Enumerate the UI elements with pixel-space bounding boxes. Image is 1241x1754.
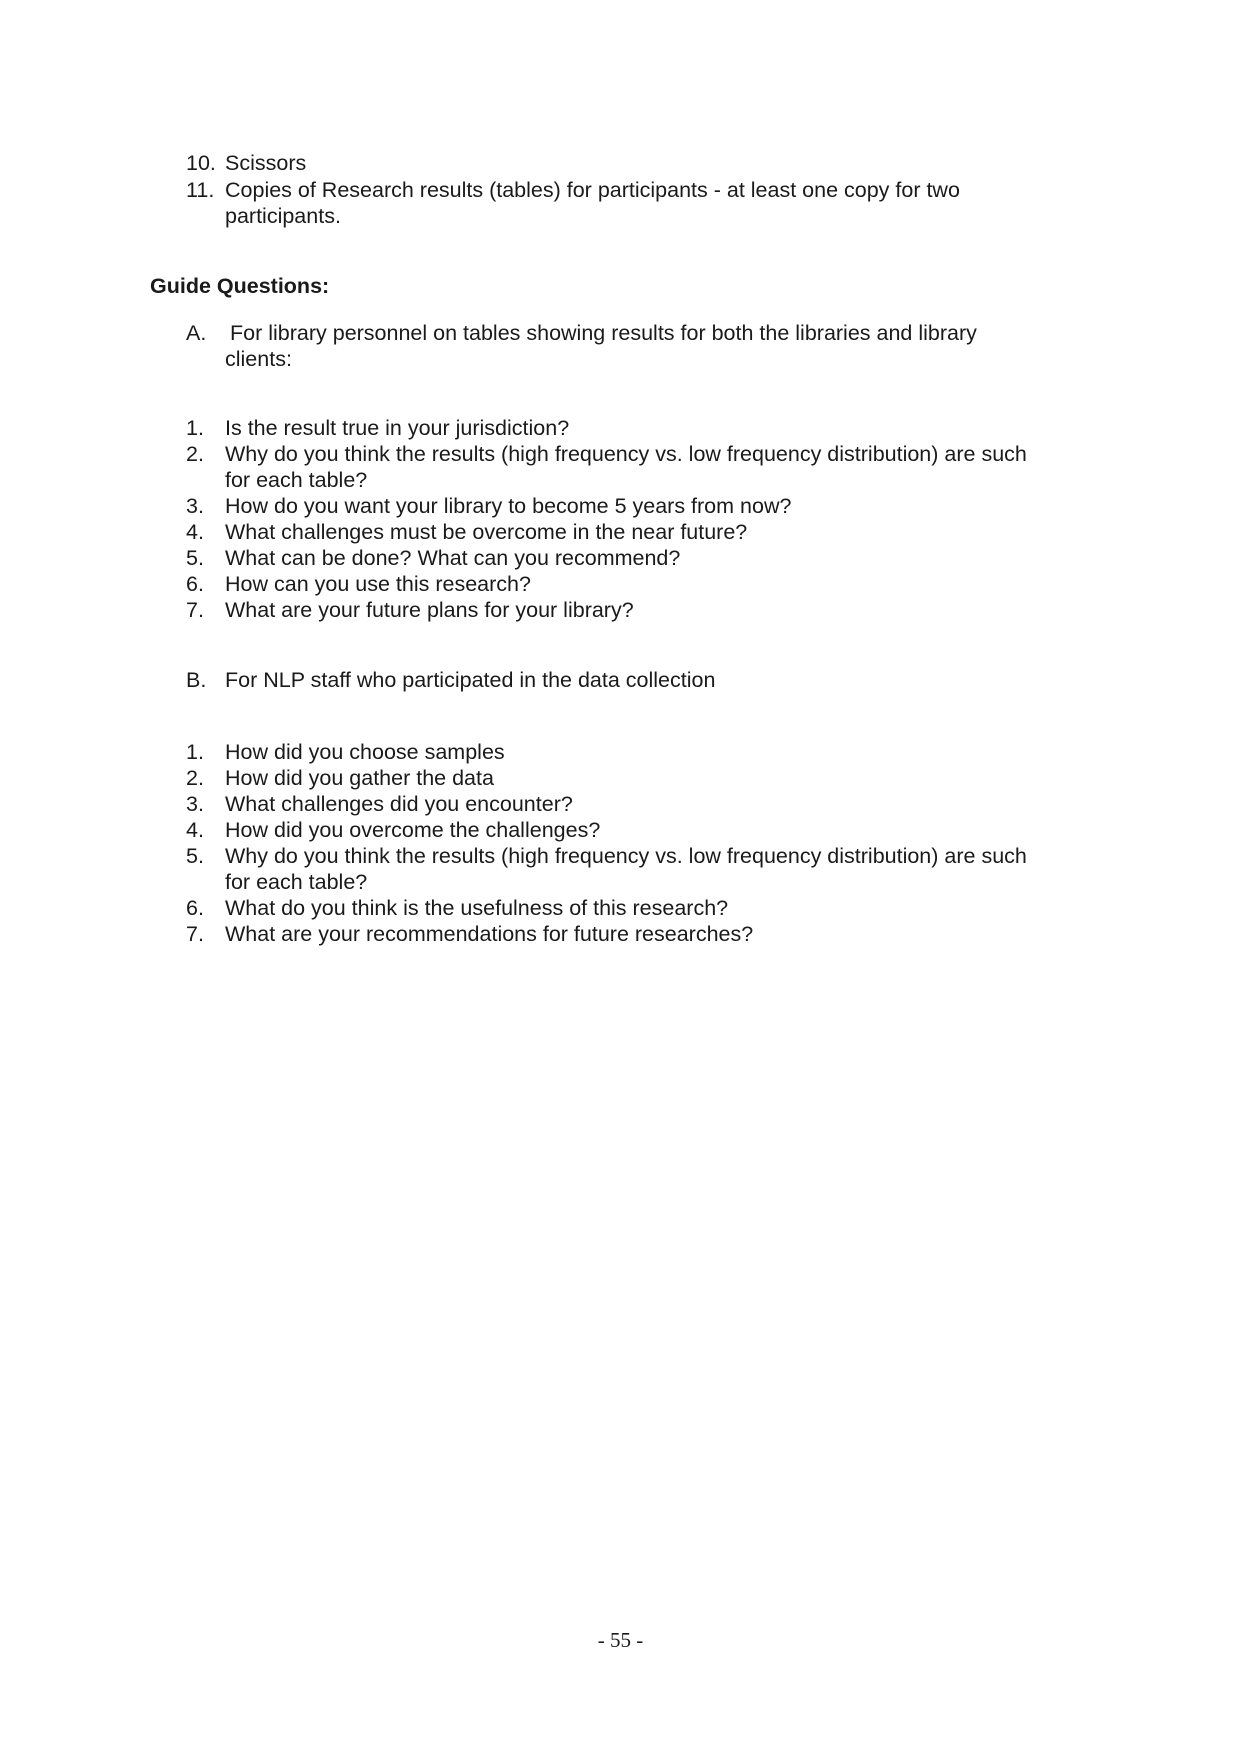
- list-item-text: participants.: [225, 204, 341, 228]
- list-item-text: Copies of Research results (tables) for participants - at least one copy for two: [225, 178, 960, 202]
- question-number: 7.: [186, 598, 204, 622]
- question-number: 3.: [186, 792, 204, 816]
- question-number: 7.: [186, 922, 204, 946]
- list-item-text: Scissors: [225, 151, 307, 175]
- question-text: Is the result true in your jurisdiction?: [225, 416, 570, 440]
- question-number: 4.: [186, 818, 204, 842]
- question-text: Why do you think the results (high frequency vs. low frequency distribution) are such: [225, 442, 1027, 466]
- question-text: What challenges did you encounter?: [225, 792, 573, 816]
- section-a-text: For library personnel on tables showing results for both the libraries and library: [230, 321, 977, 345]
- question-text: What can be done? What can you recommend?: [225, 546, 681, 570]
- question-number: 5.: [186, 844, 204, 868]
- question-text: What are your future plans for your library?: [225, 598, 634, 622]
- question-number: 1.: [186, 740, 204, 764]
- question-number: 6.: [186, 896, 204, 920]
- question-number: 4.: [186, 520, 204, 544]
- question-text: What challenges must be overcome in the near future?: [225, 520, 748, 544]
- question-number: 6.: [186, 572, 204, 596]
- section-a-text: clients:: [225, 347, 292, 371]
- question-text: How do you want your library to become 5 years from now?: [225, 494, 792, 518]
- question-number: 3.: [186, 494, 204, 518]
- question-text: for each table?: [225, 468, 368, 492]
- section-b-label: B.: [186, 668, 207, 692]
- list-item-number: 10.: [186, 151, 216, 175]
- section-heading: Guide Questions:: [150, 274, 330, 298]
- question-number: 5.: [186, 546, 204, 570]
- question-text: How did you overcome the challenges?: [225, 818, 601, 842]
- question-text: for each table?: [225, 870, 368, 894]
- question-text: What do you think is the usefulness of this research?: [225, 896, 729, 920]
- question-text: Why do you think the results (high frequency vs. low frequency distribution) are such: [225, 844, 1027, 868]
- question-number: 2.: [186, 442, 204, 466]
- section-b-text: For NLP staff who participated in the data collection: [225, 668, 716, 692]
- question-text: What are your recommendations for future researches?: [225, 922, 754, 946]
- question-text: How can you use this research?: [225, 572, 531, 596]
- question-text: How did you choose samples: [225, 740, 505, 764]
- section-a-label: A.: [186, 321, 207, 345]
- page-number: - 55 -: [597, 1628, 644, 1652]
- list-item-number: 11.: [186, 178, 215, 202]
- question-text: How did you gather the data: [225, 766, 494, 790]
- question-number: 1.: [186, 416, 204, 440]
- question-number: 2.: [186, 766, 204, 790]
